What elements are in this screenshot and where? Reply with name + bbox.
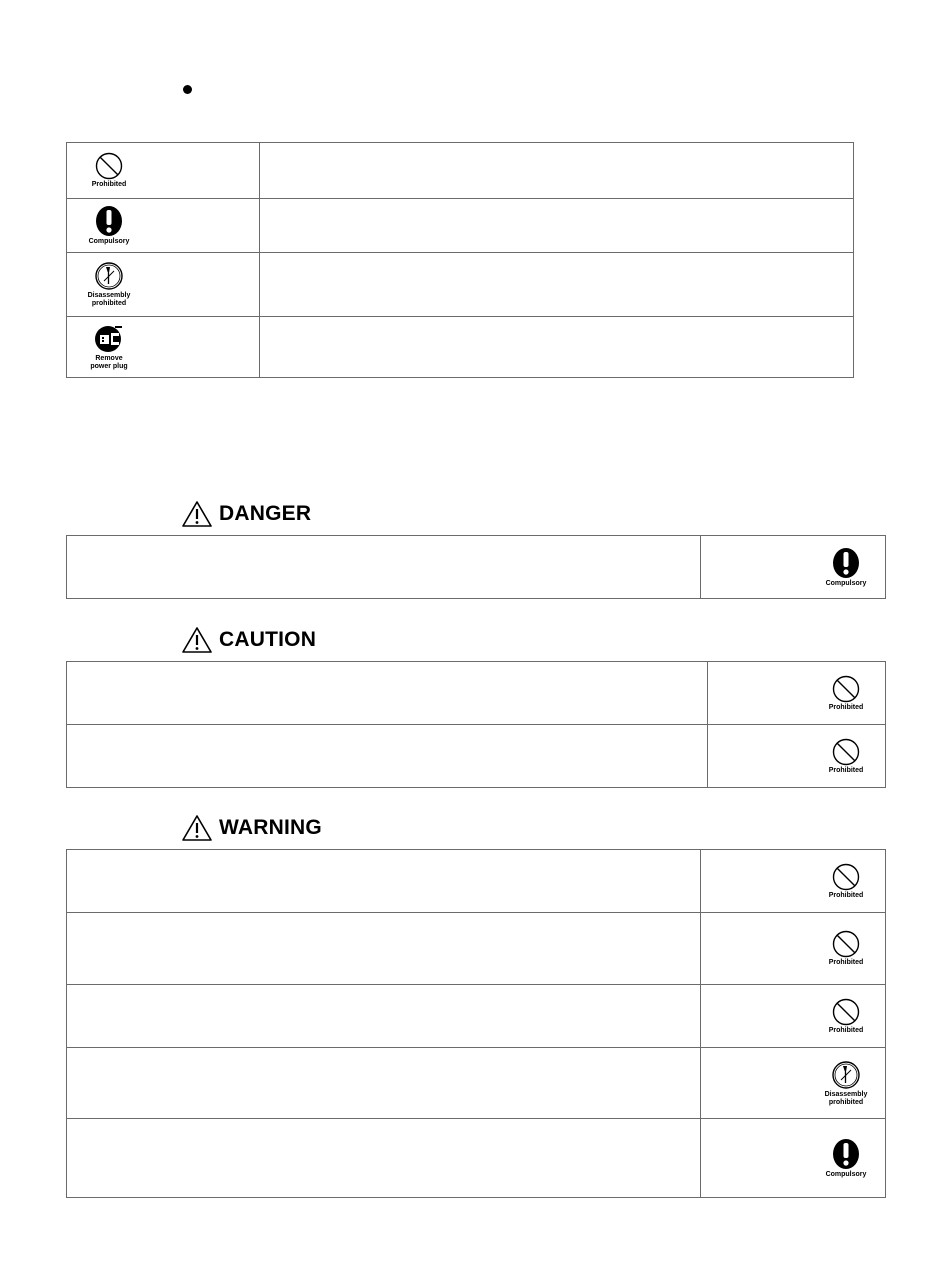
icon-cell (708, 725, 886, 788)
description-cell (67, 536, 701, 599)
symbol-label: Prohibited (828, 891, 864, 899)
prohibited-icon (832, 675, 860, 703)
disassembly-prohibited-symbol (815, 1060, 877, 1107)
prohibited-icon (832, 930, 860, 958)
symbol-label: Disassembly prohibited (87, 292, 131, 307)
prohibited-symbol (815, 863, 877, 900)
symbol-legend-table (66, 142, 854, 378)
description-cell (67, 913, 701, 985)
symbol-label: Compulsory (825, 1170, 867, 1178)
prohibited-icon (832, 738, 860, 766)
prohibited-symbol (815, 998, 877, 1035)
icon-cell (701, 1048, 886, 1119)
legend-description-cell (260, 199, 854, 253)
warning-triangle-icon (181, 500, 213, 528)
warning-triangle-icon (181, 814, 213, 842)
legend-description-cell (260, 317, 854, 378)
legend-row (67, 143, 854, 199)
prohibited-symbol (815, 738, 877, 775)
prohibited-symbol (815, 930, 877, 967)
warning-table (66, 849, 886, 1198)
prohibited-icon (95, 152, 123, 180)
description-cell (67, 725, 708, 788)
symbol-label: Prohibited (828, 766, 864, 774)
caution-heading (181, 626, 316, 654)
heading-text: WARNING (219, 816, 322, 839)
legend-row (67, 253, 854, 317)
prohibited-symbol (78, 152, 140, 189)
symbol-label: Compulsory (88, 238, 130, 245)
warning-triangle-icon (181, 626, 213, 654)
compulsory-icon (831, 547, 861, 579)
description-cell (67, 1048, 701, 1119)
danger-heading (181, 500, 311, 528)
legend-icon-cell (67, 253, 260, 317)
legend-row (67, 199, 854, 253)
symbol-label: Compulsory (825, 579, 867, 587)
icon-cell (701, 913, 886, 985)
description-cell (67, 662, 708, 725)
legend-icon-cell (67, 199, 260, 253)
table-row (67, 985, 886, 1048)
compulsory-symbol (815, 547, 877, 588)
symbol-label: Prohibited (828, 959, 864, 966)
description-cell (67, 1119, 701, 1198)
disassembly-prohibited-symbol (78, 261, 140, 308)
legend-row (67, 317, 854, 378)
icon-cell (708, 662, 886, 725)
compulsory-symbol (815, 1138, 877, 1179)
table-row (67, 850, 886, 913)
table-row (67, 536, 886, 599)
heading-text: DANGER (219, 502, 312, 525)
compulsory-symbol (78, 205, 140, 246)
bullet-point (183, 85, 192, 94)
remove-power-plug-symbol (78, 324, 140, 371)
legend-icon-cell (67, 143, 260, 199)
disassembly-prohibited-icon (94, 261, 124, 291)
prohibited-symbol (815, 675, 877, 712)
icon-cell (701, 985, 886, 1048)
legend-description-cell (260, 143, 854, 199)
icon-cell (701, 850, 886, 913)
danger-table (66, 535, 886, 599)
prohibited-icon (832, 863, 860, 891)
caution-table (66, 661, 886, 788)
table-row (67, 662, 886, 725)
table-row (67, 1119, 886, 1198)
symbol-label: Prohibited (828, 703, 864, 711)
heading-text: CAUTION (219, 628, 317, 651)
symbol-label: Prohibited (828, 1026, 864, 1034)
compulsory-icon (831, 1138, 861, 1170)
icon-cell (701, 1119, 886, 1198)
table-row (67, 1048, 886, 1119)
prohibited-icon (832, 998, 860, 1026)
legend-description-cell (260, 253, 854, 317)
icon-cell (701, 536, 886, 599)
symbol-label: Remove power plug (90, 354, 128, 370)
table-row (67, 725, 886, 788)
table-row (67, 913, 886, 985)
compulsory-icon (94, 205, 124, 237)
disassembly-prohibited-icon (831, 1060, 861, 1090)
legend-icon-cell (67, 317, 260, 378)
remove-power-plug-icon (93, 324, 125, 354)
symbol-label: Disassembly prohibited (824, 1090, 868, 1106)
warning-heading (181, 814, 322, 842)
description-cell (67, 850, 701, 913)
description-cell (67, 985, 701, 1048)
symbol-label: Prohibited (91, 181, 127, 188)
